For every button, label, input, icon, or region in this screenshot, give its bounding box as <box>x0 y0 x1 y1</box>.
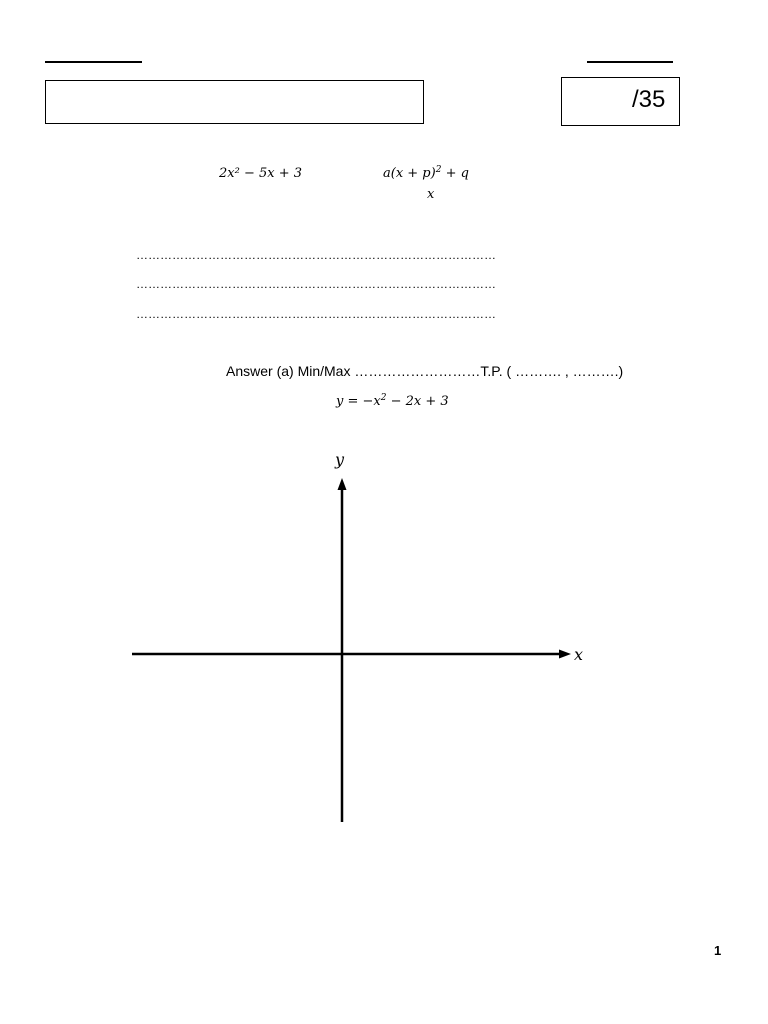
working-line-3[interactable]: ……………………………………………………………………………… <box>136 307 496 321</box>
answer-line[interactable]: Answer (a) Min/Max ………………………T.P. ( ………. , ……….) <box>226 363 624 379</box>
variable-x: x <box>427 187 435 202</box>
part-b-equation: $y = -x^2 - 2x + 3$ <box>336 393 449 409</box>
y-axis-arrow <box>338 478 347 490</box>
page-number: 1 <box>714 943 722 958</box>
completed-square-form: $a(x + p)^2 + q$ <box>383 165 469 181</box>
quadratic-expression: 2x² − 5x + 3 <box>219 166 303 181</box>
y-axis-label: y <box>335 450 345 469</box>
working-line-1[interactable]: ……………………………………………………………………………… <box>136 248 496 262</box>
x-axis-arrow <box>559 650 571 659</box>
score-total: /35 <box>632 86 666 113</box>
x-axis-label: x <box>574 645 584 664</box>
working-line-2[interactable]: ……………………………………………………………………………… <box>136 277 496 291</box>
